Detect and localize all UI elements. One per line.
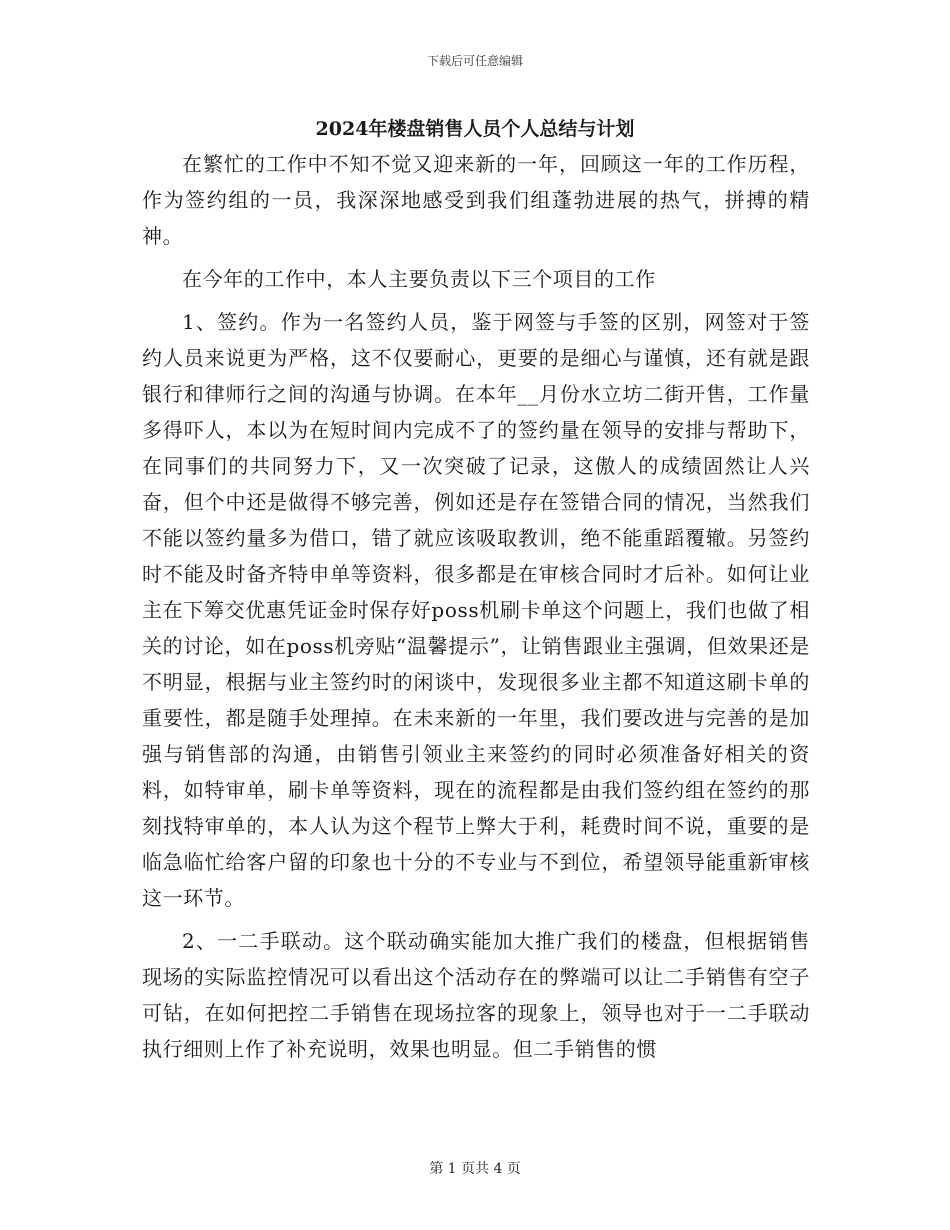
paragraph-signing: 1、签约。作为一名签约人员，鉴于网签与手签的区别，网签对于签约人员来说更为严格，这不仅要耐心，更要的是细心与谨慎，还有就是跟银行和律师行之间的沟通与协调。在本年__月份水立坊二街开售，工作量多得吓人，本以为在短时间内完成不了的签约量在领导的安排与帮助下，在同事们的共同努力下，又一次突破了记录，这傲人的成绩固然让人兴奋，但个中还是做得不够完善，例如还是存在签错合同的情况，当然我们不能以签约量多为借口，错了就应该吸取教训，绝不能重蹈覆辙。另签约时不能及时备齐特申单等资料，很多都是在审核合同时才后补。如何让业主在下筹交优惠凭证金时保存好poss机刷卡单这个问题上，我们也做了相关的讨论，如在poss机旁贴“温馨提示”，让销售跟业主强调，但效果还是不明显，根据与业主签约时的闲谈中，发现很多业主都不知道这刷卡单的重要性，都是随手处理掉。在未来新的一年里，我们要改进与完善的是加强与销售部的沟通，由销售引领业主来签约的同时必须准备好相关的资料，如特审单，刷卡单等资料，现在的流程都是由我们签约组在签约的那刻找特审单的，本人认为这个程节上弊大于利，耗费时间不说，重要的是临急临忙给客户留的印象也十分的不专业与不到位，希望领导能重新审核这一环节。 (142, 310, 810, 910)
paragraph-overview: 在今年的工作中，本人主要负责以下三个项目的工作 (182, 267, 656, 291)
paragraph-intro: 在繁忙的工作中不知不觉又迎来新的一年，回顾这一年的工作历程，作为签约组的一员，我深深地感受到我们组蓬勃进展的热气，拼搏的精神。 (142, 152, 810, 248)
document-title: 2024年楼盘销售人员个人总结与计划 (315, 118, 635, 140)
page-header-note: 下载后可任意编辑 (426, 54, 523, 68)
document-body (142, 146, 810, 1074)
paragraph-linkage: 2、一二手联动。这个联动确实能加大推广我们的楼盘，但根据销售现场的实际监控情况可以看出这个活动存在的弊端可以让二手销售有空子可钻，在如何把控二手销售在现场拉客的现象上，领导也对于一二手联动执行细则上作了补充说明，效果也明显。但二手销售的惯 (142, 929, 810, 1061)
page-number: 第 1 页共 4 页 (429, 1161, 521, 1177)
